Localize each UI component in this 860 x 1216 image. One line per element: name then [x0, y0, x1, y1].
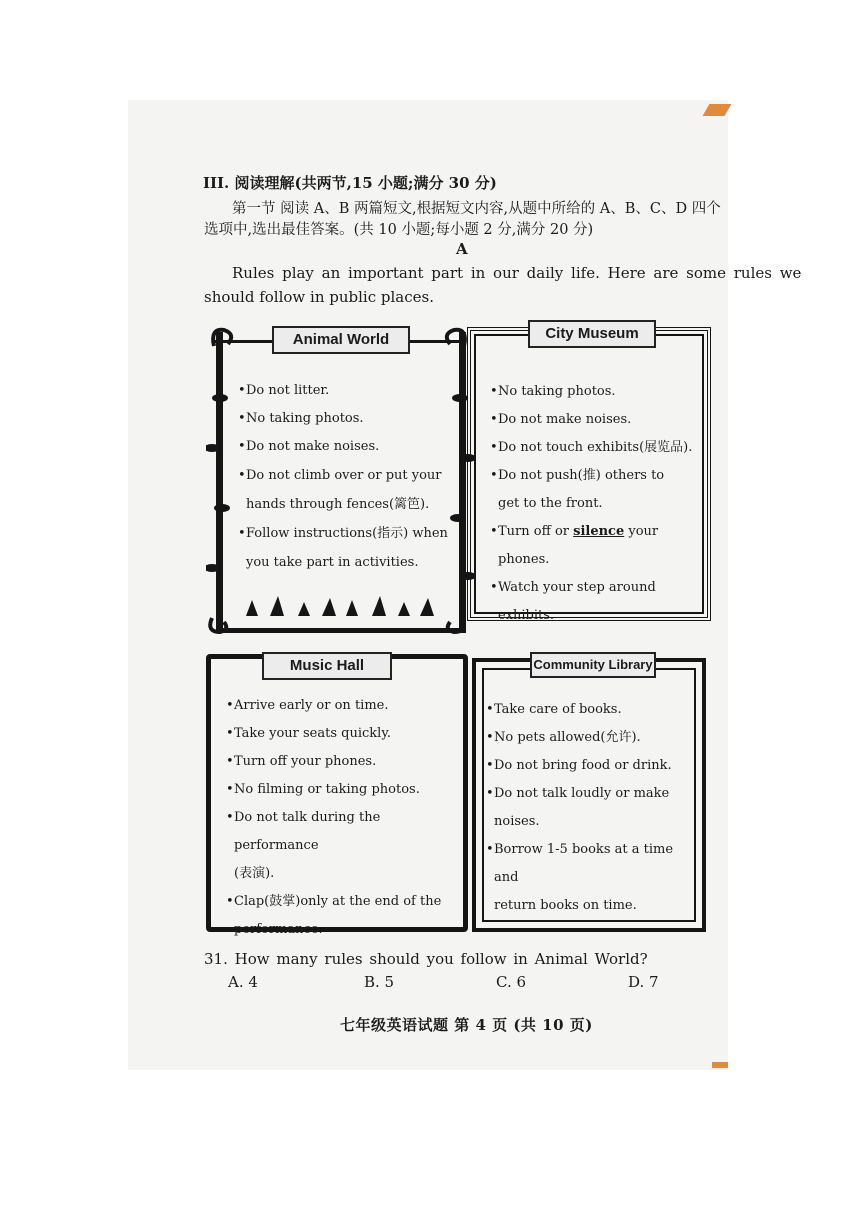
underlined-word: silence: [573, 524, 625, 539]
page-footer: 七年级英语试题 第 4 页 (共 10 页): [340, 1016, 593, 1034]
rule-item: • Do not make noises.: [238, 433, 448, 461]
panel-title: Music Hall: [262, 652, 392, 680]
rule-item: • Take your seats quickly.: [226, 720, 458, 748]
rule-item-continued: return books on time.: [494, 898, 637, 913]
option-d: D. 7: [628, 973, 659, 991]
rule-item: • Take care of books.: [486, 696, 698, 724]
rule-list: [238, 377, 448, 577]
rule-item-continued: performance.: [234, 922, 323, 937]
passage-intro: Rules play an important part in our daily life. Here are some rules we: [232, 264, 802, 282]
rule-item: • Clap(鼓掌)only at the end of the: [226, 888, 458, 916]
rule-item: • Do not touch exhibits(展览品).: [490, 434, 696, 462]
instruction-line: 选项中,选出最佳答案。(共 10 小题;每小题 2 分,满分 20 分): [204, 222, 594, 238]
rule-item: • Watch your step around exhibits.: [490, 574, 696, 630]
rule-text: Turn off or: [498, 524, 569, 539]
rule-item: • Do not litter.: [238, 377, 448, 405]
rule-item: • Do not bring food or drink.: [486, 752, 698, 780]
panel-title: Community Library: [530, 652, 656, 678]
rule-list: [226, 692, 458, 944]
rule-item: • Follow instructions(指示) when: [238, 519, 448, 548]
option-a: A. 4: [228, 973, 258, 991]
rule-item: • Do not talk loudly or make: [486, 780, 698, 808]
rule-item: • No pets allowed(允许).: [486, 724, 698, 752]
rule-item-continued: you take part in activities.: [246, 555, 419, 570]
rule-item: • No taking photos.: [238, 405, 448, 433]
section-title: III. 阅读理解(共两节,15 小题;满分 30 分): [203, 174, 497, 192]
option-b: B. 5: [364, 973, 395, 991]
rule-item: • Borrow 1-5 books at a time and: [486, 836, 698, 892]
rule-list: [490, 378, 696, 630]
rule-item: • Do not push(推) others to: [490, 462, 696, 490]
rule-item: [490, 518, 696, 574]
panel-title: Animal World: [272, 326, 410, 354]
panel-title: City Museum: [528, 320, 656, 348]
rule-item: • Arrive early or on time.: [226, 692, 458, 720]
rule-item: • No filming or taking photos.: [226, 776, 458, 804]
rule-item: • Do not make noises.: [490, 406, 696, 434]
rule-item: • Do not climb over or put your: [238, 461, 448, 490]
rule-item: • Turn off your phones.: [226, 748, 458, 776]
rule-item-continued: hands through fences(篱笆).: [246, 497, 430, 512]
passage-label: A: [456, 240, 468, 258]
rule-text: your phones.: [498, 524, 659, 567]
question-stem: 31. How many rules should you follow in Animal World?: [204, 950, 648, 968]
rule-item-continued: noises.: [494, 814, 540, 829]
page-corner-mark: [712, 1062, 728, 1068]
rule-item-continued: (表演).: [234, 866, 275, 881]
rule-item-continued: get to the front.: [498, 496, 603, 511]
option-c: C. 6: [496, 973, 527, 991]
rule-item: • No taking photos.: [490, 378, 696, 406]
instruction-line: 第一节 阅读 A、B 两篇短文,根据短文内容,从题中所给的 A、B、C、D 四个: [232, 201, 721, 217]
rule-list: [486, 696, 698, 920]
rule-item: • Do not talk during the performance: [226, 804, 458, 860]
passage-intro: should follow in public places.: [204, 288, 434, 306]
